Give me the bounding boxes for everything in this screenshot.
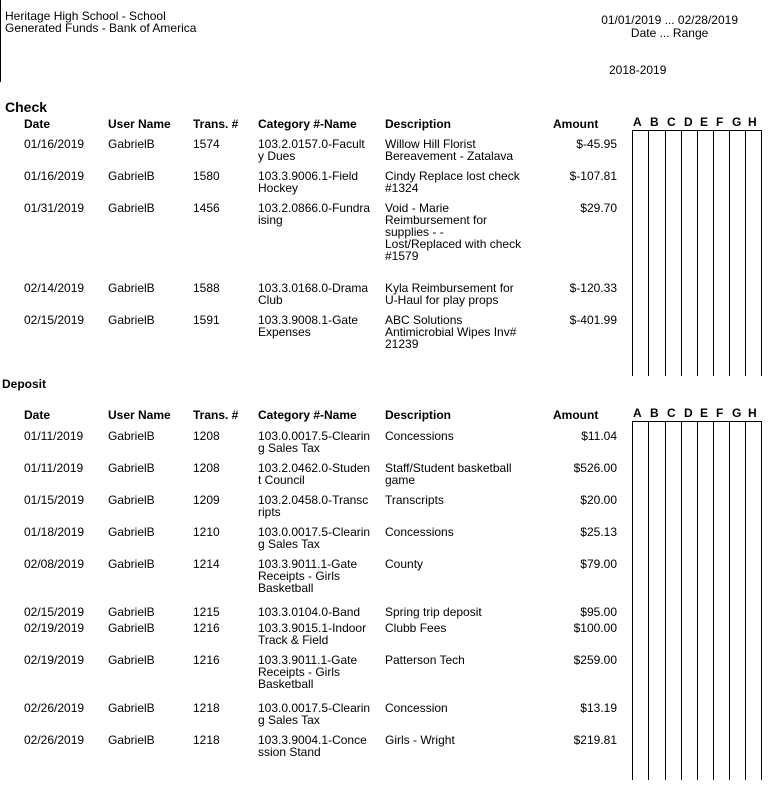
row-category-line: 103.3.0168.0-Drama — [258, 281, 369, 295]
row-amount: $25.13 — [580, 525, 617, 539]
deposit-section-title: Deposit — [2, 377, 47, 391]
row-description-line: U-Haul for play props — [385, 293, 499, 307]
checkbox-column-line — [697, 131, 698, 376]
row-description-line: Cindy Replace lost check — [385, 169, 520, 183]
column-header-letter-g: G — [732, 406, 742, 420]
row-trans-number: 1210 — [193, 525, 220, 539]
row-user-name: GabrielB — [108, 621, 155, 635]
org-line-1: Heritage High School - School — [5, 9, 166, 23]
row-description-line: Reimbursement for — [385, 213, 488, 227]
row-amount: $79.00 — [580, 557, 617, 571]
column-header-user-name: User Name — [108, 117, 171, 131]
row-trans-number: 1456 — [193, 201, 220, 215]
row-description-line: 21239 — [385, 337, 419, 351]
row-date: 01/11/2019 — [24, 461, 84, 475]
row-description-line: ABC Solutions — [385, 313, 463, 327]
checkbox-column-line — [713, 131, 714, 376]
column-header-trans: Trans. # — [193, 408, 239, 422]
row-amount: $95.00 — [580, 605, 617, 619]
row-date: 02/19/2019 — [24, 621, 85, 635]
row-date: 02/14/2019 — [24, 281, 85, 295]
row-trans-number: 1574 — [193, 137, 220, 151]
column-header-trans: Trans. # — [193, 117, 239, 131]
row-trans-number: 1214 — [193, 557, 220, 571]
row-user-name: GabrielB — [108, 201, 155, 215]
row-user-name: GabrielB — [108, 313, 155, 327]
row-description-line: Girls - Wright — [385, 733, 455, 747]
row-category-line: t Council — [258, 473, 305, 487]
date-range-header — [601, 14, 738, 40]
column-header-letter-f: F — [716, 115, 724, 129]
row-date: 01/16/2019 — [24, 169, 85, 183]
row-category-line: 103.3.0104.0-Band — [258, 605, 361, 619]
row-date: 02/08/2019 — [24, 557, 85, 571]
row-category-line: 103.3.9004.1-Conce — [258, 733, 367, 747]
row-description-line: #1324 — [385, 181, 419, 195]
row-trans-number: 1216 — [193, 621, 220, 635]
checkbox-column-line — [713, 422, 714, 780]
row-date: 02/26/2019 — [24, 701, 85, 715]
row-description-line: Staff/Student basketball — [385, 461, 512, 475]
row-category-line: Receipts - Girls — [258, 665, 341, 679]
row-category-line: g Sales Tax — [258, 441, 320, 455]
column-header-amount: Amount — [553, 408, 599, 422]
row-category-line: Expenses — [258, 325, 311, 339]
row-user-name: GabrielB — [108, 733, 155, 747]
row-category-line: Basketball — [258, 581, 314, 595]
check-section-title: Check — [5, 99, 48, 115]
column-header-letter-e: E — [700, 406, 709, 420]
row-category-line: y Dues — [258, 149, 296, 163]
row-date: 02/19/2019 — [24, 653, 85, 667]
row-date: 02/26/2019 — [24, 733, 85, 747]
row-date: 01/11/2019 — [24, 429, 84, 443]
row-user-name: GabrielB — [108, 493, 155, 507]
checkbox-column-line — [745, 422, 746, 780]
row-category-line: 103.0.0017.5-Clearin — [258, 701, 371, 715]
row-description-line: Spring trip deposit — [385, 605, 482, 619]
column-header-letter-c: C — [667, 115, 676, 129]
column-header-letter-c: C — [667, 406, 676, 420]
row-amount: $20.00 — [580, 493, 617, 507]
row-description-line: Willow Hill Florist — [385, 137, 476, 151]
row-category-line: Basketball — [258, 677, 314, 691]
row-amount: $-45.95 — [576, 137, 617, 151]
row-description-line: Lost/Replaced with check — [385, 237, 522, 251]
row-category-line: ising — [258, 213, 283, 227]
row-date: 01/18/2019 — [24, 525, 85, 539]
column-header-date: Date — [24, 117, 51, 131]
row-description-line: County — [385, 557, 424, 571]
column-header-letter-e: E — [700, 115, 709, 129]
row-category-line: 103.3.9008.1-Gate — [258, 313, 359, 327]
row-category-line: g Sales Tax — [258, 537, 320, 551]
checkbox-column-line — [745, 131, 746, 376]
row-category-line: 103.0.0017.5-Clearin — [258, 525, 371, 539]
checkbox-column-line — [665, 131, 666, 376]
checkbox-column-line — [729, 422, 730, 780]
date-range: 01/01/2019 ... 02/28/2019 — [601, 13, 738, 27]
column-header-letter-b: B — [650, 406, 659, 420]
row-amount: $-401.99 — [569, 313, 617, 327]
checkbox-column-line — [681, 131, 682, 376]
row-description-line: Patterson Tech — [385, 653, 465, 667]
row-category-line: Track & Field — [258, 633, 329, 647]
checkbox-column-line — [729, 131, 730, 376]
report-org-header — [5, 10, 196, 34]
column-header-category: Category #-Name — [258, 408, 357, 422]
row-amount: $13.19 — [580, 701, 617, 715]
row-category-line: 103.2.0157.0-Facult — [258, 137, 365, 151]
row-user-name: GabrielB — [108, 701, 155, 715]
checkbox-column-line — [632, 131, 633, 376]
row-description-line: Concessions — [385, 429, 454, 443]
row-category-line: ssion Stand — [258, 745, 321, 759]
row-description-line: game — [385, 473, 416, 487]
row-date: 02/15/2019 — [24, 313, 85, 327]
row-category-line: 103.0.0017.5-Clearin — [258, 429, 371, 443]
row-user-name: GabrielB — [108, 461, 155, 475]
row-date: 02/15/2019 — [24, 605, 85, 619]
row-amount: $11.04 — [581, 429, 617, 443]
checkbox-column-line — [681, 422, 682, 780]
row-description-line: Clubb Fees — [385, 621, 447, 635]
row-trans-number: 1208 — [193, 429, 220, 443]
row-user-name: GabrielB — [108, 429, 155, 443]
checkbox-column-line — [697, 422, 698, 780]
row-user-name: GabrielB — [108, 169, 155, 183]
checkbox-column-line — [665, 422, 666, 780]
row-trans-number: 1208 — [193, 461, 220, 475]
column-header-letter-a: A — [633, 406, 642, 420]
row-category-line: 103.3.9011.1-Gate — [258, 557, 358, 571]
column-header-description: Description — [385, 117, 452, 131]
row-amount: $526.00 — [573, 461, 617, 475]
row-category-line: Receipts - Girls — [258, 569, 341, 583]
row-user-name: GabrielB — [108, 605, 155, 619]
checkbox-column-line — [648, 131, 649, 376]
row-description-line: Concession — [385, 701, 448, 715]
column-header-amount: Amount — [553, 117, 599, 131]
checkbox-column-line — [761, 422, 762, 780]
row-category-line: ripts — [258, 505, 281, 519]
fiscal-year: 2018-2019 — [609, 63, 667, 77]
row-amount: $29.70 — [580, 201, 617, 215]
row-amount: $219.81 — [573, 733, 617, 747]
row-category-line: Hockey — [258, 181, 299, 195]
row-trans-number: 1588 — [193, 281, 220, 295]
row-description-line: supplies - - — [385, 225, 444, 239]
column-header-letter-f: F — [716, 406, 724, 420]
row-user-name: GabrielB — [108, 281, 155, 295]
column-header-letter-g: G — [732, 115, 742, 129]
row-category-line: 103.3.9011.1-Gate — [258, 653, 358, 667]
date-range-label: Date ... Range — [630, 26, 709, 40]
column-header-letter-b: B — [650, 115, 659, 129]
row-user-name: GabrielB — [108, 653, 155, 667]
row-trans-number: 1591 — [193, 313, 220, 327]
column-header-letter-h: H — [748, 406, 757, 420]
row-date: 01/16/2019 — [24, 137, 85, 151]
row-trans-number: 1218 — [193, 733, 220, 747]
checkbox-column-line — [761, 131, 762, 376]
row-amount: $100.00 — [573, 621, 617, 635]
row-category-line: 103.3.9006.1-Field — [258, 169, 359, 183]
row-user-name: GabrielB — [108, 137, 155, 151]
row-description-line: Kyla Reimbursement for — [385, 281, 514, 295]
row-user-name: GabrielB — [108, 557, 155, 571]
row-description-line: Transcripts — [385, 493, 444, 507]
row-description-line: #1579 — [385, 249, 419, 263]
row-amount: $-107.81 — [569, 169, 617, 183]
row-description-line: Void - Marie — [385, 201, 450, 215]
row-trans-number: 1218 — [193, 701, 220, 715]
column-header-letter-d: D — [684, 406, 693, 420]
row-date: 01/15/2019 — [24, 493, 85, 507]
column-header-user-name: User Name — [108, 408, 171, 422]
row-date: 01/31/2019 — [24, 201, 85, 215]
row-category-line: 103.2.0462.0-Studen — [258, 461, 371, 475]
column-header-letter-d: D — [684, 115, 693, 129]
column-header-date: Date — [24, 408, 51, 422]
row-trans-number: 1580 — [193, 169, 220, 183]
row-description-line: Bereavement - Zatalava — [385, 149, 514, 163]
checkbox-column-line — [648, 422, 649, 780]
row-amount: $259.00 — [573, 653, 617, 667]
org-line-2: Generated Funds - Bank of America — [5, 21, 197, 35]
left-margin-rule — [0, 0, 1, 82]
row-description-line: Antimicrobial Wipes Inv# — [385, 325, 517, 339]
row-trans-number: 1216 — [193, 653, 220, 667]
row-amount: $-120.33 — [569, 281, 617, 295]
column-header-category: Category #-Name — [258, 117, 357, 131]
row-trans-number: 1209 — [193, 493, 220, 507]
row-category-line: 103.2.0866.0-Fundra — [258, 201, 371, 215]
row-category-line: g Sales Tax — [258, 713, 320, 727]
row-description-line: Concessions — [385, 525, 454, 539]
row-category-line: 103.3.9015.1-Indoor — [258, 621, 367, 635]
row-category-line: Club — [258, 293, 283, 307]
column-header-description: Description — [385, 408, 452, 422]
column-header-letter-a: A — [633, 115, 642, 129]
row-user-name: GabrielB — [108, 525, 155, 539]
row-category-line: 103.2.0458.0-Transc — [258, 493, 369, 507]
row-trans-number: 1215 — [193, 605, 220, 619]
checkbox-column-line — [632, 422, 633, 780]
column-header-letter-h: H — [748, 115, 757, 129]
